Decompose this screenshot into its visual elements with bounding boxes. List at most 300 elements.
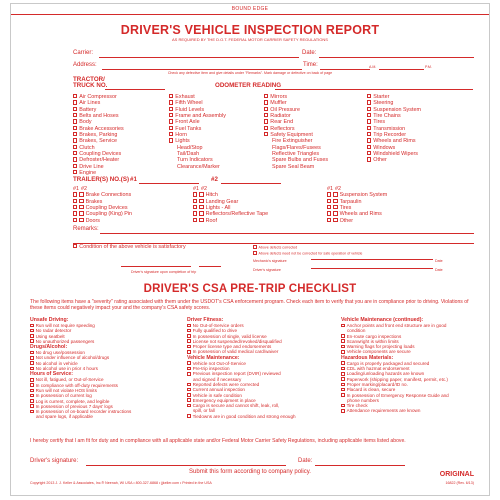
checkbox[interactable] <box>193 205 197 209</box>
item-label: Wheels and Rims <box>339 211 382 218</box>
checkbox[interactable] <box>367 132 371 136</box>
checkbox[interactable] <box>187 350 191 354</box>
checkbox[interactable] <box>30 324 34 328</box>
checkbox[interactable] <box>73 119 77 123</box>
odometer-field[interactable] <box>275 82 473 90</box>
item-label: Radiator <box>270 113 291 120</box>
item-label: In possession of valid medical card/waiver <box>192 349 279 355</box>
checklist-heading-hazardous-materials: Hazardous Materials: <box>341 354 394 361</box>
item-label: Coupling Devices <box>85 205 128 212</box>
tractor-items-column-4 <box>367 94 421 164</box>
checkbox[interactable] <box>333 205 337 209</box>
item-label: phone numbers <box>347 397 379 403</box>
item-label: Windows <box>373 144 396 151</box>
checkbox[interactable] <box>30 356 34 360</box>
item-label: Lights <box>175 138 190 145</box>
checkbox[interactable] <box>73 170 77 174</box>
checkbox[interactable] <box>341 409 345 413</box>
checkbox[interactable] <box>367 145 371 149</box>
checkbox[interactable] <box>264 107 268 111</box>
checkbox[interactable] <box>79 218 83 222</box>
item-label: In compliance with off-duty requirements <box>35 382 118 388</box>
time-field-pm[interactable] <box>379 62 424 70</box>
trailer-1-field[interactable] <box>139 176 199 184</box>
checkbox[interactable] <box>187 329 191 333</box>
checkbox[interactable] <box>73 94 77 98</box>
item-label: Vehicle components are secure <box>346 349 411 355</box>
item-label: In possession of current log <box>35 393 92 399</box>
checkbox[interactable] <box>187 324 191 328</box>
checkbox[interactable] <box>73 126 77 130</box>
item-label: Horn <box>175 132 187 139</box>
item-label: Brakes, Service <box>79 138 118 145</box>
checkbox[interactable] <box>367 157 371 161</box>
item-label: Head/Stop <box>177 144 203 151</box>
driver-signature-line-2[interactable] <box>311 268 433 269</box>
checkbox[interactable] <box>327 211 331 215</box>
item-label: and spare logs, if applicable <box>36 414 93 420</box>
checkbox[interactable] <box>367 100 371 104</box>
checkbox[interactable] <box>73 107 77 111</box>
checkbox[interactable] <box>30 410 34 414</box>
item-label: In possession of Emergency Response Guide and <box>346 392 449 398</box>
mechanic-signature-label: Mechanic's signature <box>253 259 287 263</box>
checklist-item-defroster-heater[interactable] <box>73 157 124 163</box>
item-label: Tires <box>339 205 352 212</box>
trailer-header-1: #1 <box>327 186 333 192</box>
checkbox[interactable] <box>30 339 34 343</box>
checkbox[interactable] <box>187 393 191 397</box>
checkbox[interactable] <box>264 126 268 130</box>
checklist-item-doors[interactable] <box>73 218 132 224</box>
checkbox[interactable] <box>187 388 191 392</box>
item-label: Turn Indicators <box>177 157 213 164</box>
item-label: License not suspended/revoked/disqualified <box>192 338 282 344</box>
am-label: A.M. <box>369 65 377 69</box>
checkbox[interactable] <box>367 94 371 98</box>
item-label: Fluid Levels <box>175 106 205 113</box>
checkbox[interactable] <box>367 113 371 117</box>
checkbox[interactable] <box>333 218 337 222</box>
checkbox[interactable] <box>327 218 331 222</box>
checkbox[interactable] <box>169 113 173 117</box>
checkbox[interactable] <box>264 113 268 117</box>
checklist-heading-drugs-alcohol: Drugs/Alcohol: <box>30 344 68 351</box>
item-label: Vehicle not Out-of-Service <box>192 360 246 366</box>
checkbox[interactable] <box>341 377 345 381</box>
item-label: Suspension System <box>373 106 421 113</box>
checkbox[interactable] <box>79 211 83 215</box>
time-label: Time: <box>303 62 318 68</box>
checklist-date-field[interactable] <box>315 458 405 466</box>
item-label: Proper license type and endorsements <box>192 344 272 350</box>
defects-corrected-row[interactable] <box>253 245 297 249</box>
checkbox[interactable] <box>341 361 345 365</box>
remarks-label: Remarks: <box>73 226 99 232</box>
item-label: Steering <box>373 100 394 107</box>
item-label: Fire Extinguisher <box>272 138 313 145</box>
checkbox[interactable] <box>199 199 203 203</box>
checkbox[interactable] <box>73 244 77 248</box>
driver-date-label: Date <box>435 268 443 272</box>
tractor-label: TRACTOR/ <box>73 76 105 83</box>
condition-satisfactory-checkbox-row[interactable] <box>73 244 186 250</box>
certification-text: I hereby certify that I am fit for duty and in compliance with all applicable state and/or Federal Motor Carrier Safety Regulations, including applicable items listed above. <box>30 438 406 444</box>
checklist-item-attendance-requirements-are-known[interactable] <box>341 408 486 413</box>
item-label: Attendance requirements are known <box>346 408 421 414</box>
checkbox[interactable] <box>199 192 203 196</box>
checkbox[interactable] <box>367 119 371 123</box>
checkbox[interactable] <box>73 211 77 215</box>
submit-note: Submit this form according to company policy. <box>189 469 311 475</box>
item-label: Wheels and Rims <box>373 138 416 145</box>
checklist-item-roof[interactable] <box>193 218 268 224</box>
item-label: No drug use/possession <box>35 350 85 356</box>
bound-edge-line <box>11 14 489 15</box>
checkbox[interactable] <box>333 211 337 215</box>
item-label: Fuel Tanks <box>175 125 202 132</box>
driver-date-line[interactable] <box>199 266 221 267</box>
checkbox[interactable] <box>79 205 83 209</box>
checkbox[interactable] <box>193 218 197 222</box>
checkbox[interactable] <box>169 119 173 123</box>
condition-label: Condition of the above vehicle is satisfactory <box>79 244 186 251</box>
checkbox[interactable] <box>79 192 83 196</box>
date-field[interactable] <box>319 50 474 58</box>
checklist-item-and-spare-logs-if-applicable <box>30 414 180 419</box>
item-label: Air Lines <box>79 100 101 107</box>
carrier-label: Carrier: <box>73 50 94 56</box>
item-label: Coupling Devices <box>79 151 122 158</box>
checklist-title: DRIVER'S CSA PRE-TRIP CHECKLIST <box>143 283 357 295</box>
tractor-items-column-2 <box>169 94 226 170</box>
item-label: Transmission <box>373 125 406 132</box>
item-label: Rear End <box>270 119 294 126</box>
item-label: Coupling (King) Pin <box>85 211 133 218</box>
item-label: Reported defects were corrected <box>192 381 260 387</box>
original-label: ORIGINAL <box>439 471 474 478</box>
item-label: Clutch <box>79 144 95 151</box>
checklist-item-other[interactable] <box>367 157 421 163</box>
item-label: Brakes <box>85 198 103 205</box>
checkbox[interactable] <box>367 138 371 142</box>
checkbox[interactable] <box>73 205 77 209</box>
item-label: Cargo is properly packaged and secured <box>346 360 430 366</box>
item-label: Exhaust <box>175 94 195 101</box>
item-label: Vehicle in safe condition <box>192 392 242 398</box>
checkbox[interactable] <box>187 339 191 343</box>
checkbox[interactable] <box>73 157 77 161</box>
checkbox[interactable] <box>30 361 34 365</box>
truck-no-field[interactable] <box>105 82 165 90</box>
defects-not-corrected-row[interactable] <box>253 251 362 255</box>
item-label: Tail/Dash <box>177 151 200 158</box>
item-label: Fully qualified to drive <box>192 328 238 334</box>
address-field[interactable] <box>102 62 302 70</box>
item-label: Anchor points and front end structure are in good <box>346 323 447 328</box>
checkbox[interactable] <box>341 372 345 376</box>
checkbox[interactable] <box>193 199 197 203</box>
checkbox[interactable] <box>333 192 337 196</box>
item-label: Other <box>339 217 354 224</box>
item-label: Body <box>79 119 92 126</box>
checkbox[interactable] <box>341 339 345 343</box>
checkbox[interactable] <box>199 211 203 215</box>
copyright-text: Copyright 2013 J. J. Keller & Associates, Inc.® Neenah, WI USA • 800-327-6868 • jjkeller.com • Printed in the USA <box>30 481 212 485</box>
checklist-date-label: Date: <box>298 458 313 464</box>
checkbox[interactable] <box>341 388 345 392</box>
checkbox[interactable] <box>169 138 173 142</box>
checkbox[interactable] <box>30 399 34 403</box>
mechanic-date-label: Date <box>435 259 443 263</box>
defects-not-corrected-label: Above defects need not be corrected for safe operation of vehicle <box>258 251 363 256</box>
carrier-field[interactable] <box>99 50 299 58</box>
checkbox[interactable] <box>264 94 268 98</box>
item-label: Run will not violate HOS limits <box>35 387 97 393</box>
item-label: Suspension System <box>339 192 388 199</box>
inspection-form-page <box>10 3 490 496</box>
checkbox[interactable] <box>199 218 203 222</box>
item-label: Brake Accessories <box>79 125 124 132</box>
checkbox[interactable] <box>79 199 83 203</box>
checkbox[interactable] <box>253 251 257 255</box>
checkbox[interactable] <box>187 372 191 376</box>
checkbox[interactable] <box>264 100 268 104</box>
checklist-item-wheels-and-rims[interactable] <box>367 138 421 144</box>
checklist-item-brakes-service[interactable] <box>73 138 124 144</box>
driver-signature-line[interactable] <box>121 266 191 267</box>
item-label: Air Compressor <box>79 94 117 101</box>
item-label: Paperwork (shipping paper, manifest, permit, etc.) <box>346 376 448 382</box>
item-label: Brakes, Parking <box>79 132 118 139</box>
checkbox[interactable] <box>327 199 331 203</box>
trailer-label: TRAILER(S) NO.(S) <box>73 176 130 183</box>
item-label: Spare Seal Beam <box>272 163 315 170</box>
item-label: Oil Pressure <box>270 106 300 113</box>
item-label: Warning flags for projecting loads <box>346 344 415 350</box>
item-label: Emergency equipment in place <box>192 397 256 403</box>
checkbox[interactable] <box>193 192 197 196</box>
checkbox[interactable] <box>73 145 77 149</box>
trailer-header-1: #1 <box>193 186 199 192</box>
item-label: No alcohol in vehicle <box>35 360 78 366</box>
checklist-item-clearance-marker[interactable] <box>169 164 226 170</box>
checkbox[interactable] <box>333 199 337 203</box>
checkbox[interactable] <box>264 119 268 123</box>
checkbox[interactable] <box>341 393 345 397</box>
item-label: Tarpaulin <box>339 198 362 205</box>
checkbox[interactable] <box>73 164 77 168</box>
trailer-header-1: #1 <box>73 186 79 192</box>
checkbox[interactable] <box>30 383 34 387</box>
item-label: Previous inspection report (DVIR) reviewed <box>192 371 281 377</box>
checkbox[interactable] <box>341 383 345 387</box>
item-label: Muffler <box>270 100 287 107</box>
item-label: Tire Chains <box>373 113 401 120</box>
checkbox[interactable] <box>341 324 345 328</box>
checkbox[interactable] <box>187 334 191 338</box>
item-label: Reflectors <box>270 125 295 132</box>
item-label: Roof <box>205 217 217 224</box>
form-number: 16822 (Rev. 6/13) <box>445 481 474 485</box>
checkbox[interactable] <box>187 345 191 349</box>
item-label: Mirrors <box>270 94 288 101</box>
item-label: En-route cargo inspections <box>346 333 402 339</box>
item-label: Not under influence of alcohol/drugs <box>35 355 110 361</box>
item-label: Front Axle <box>175 119 200 126</box>
item-label: Cargo is secure and cannot shift, leak, roll, <box>192 403 280 409</box>
checklist-item-other[interactable] <box>327 218 387 224</box>
checklist-intro: The following items have a "severity" rating associated with them under the USDOT's CSA enforcement program. Check each item to verify that you are in compliance prior to driving. Violations of these items could negatively impact your and the company's CSA safety scores. <box>30 299 469 312</box>
item-label: Starter <box>373 94 390 101</box>
checklist-heading-vehicle-maintenance-continued: Vehicle Maintenance (continued): <box>341 317 424 323</box>
checkbox[interactable] <box>341 367 345 371</box>
item-label: Loading/unloading hazards are known <box>346 371 425 377</box>
checkbox[interactable] <box>341 404 345 408</box>
trailer-header-2: #2 <box>201 186 207 192</box>
checkbox[interactable] <box>73 100 77 104</box>
item-label: Tires <box>373 119 386 126</box>
checkbox[interactable] <box>367 126 371 130</box>
truck-no-label: TRUCK NO. <box>73 82 108 89</box>
checkbox[interactable] <box>187 383 191 387</box>
trailer-header-2: #2 <box>335 186 341 192</box>
report-subtitle: AS REQUIRED BY THE D.O.T. FEDERAL MOTOR CARRIER SAFETY REGULATIONS <box>172 37 328 42</box>
checkbox[interactable] <box>193 211 197 215</box>
checklist-item-spare-seal-beam[interactable] <box>264 164 328 170</box>
item-label: Brake Connections <box>85 192 132 199</box>
checkbox[interactable] <box>367 107 371 111</box>
driver-signature-label: Driver's signature <box>253 268 281 272</box>
checklist-column-2 <box>187 317 337 419</box>
item-label: Trip Recorder <box>373 132 407 139</box>
checkbox[interactable] <box>30 351 34 355</box>
trailer-1-label: #1 <box>130 176 137 183</box>
checklist-heading-hours-of-service: Hours of Service: <box>30 371 73 378</box>
checkbox[interactable] <box>73 151 77 155</box>
trailer-header-2: #2 <box>81 186 87 192</box>
item-label: No radar detector <box>35 328 72 334</box>
checkbox[interactable] <box>264 132 268 136</box>
checklist-heading-unsafe-driving: Unsafe Driving: <box>30 317 69 323</box>
checklist-heading-driver-fitness: Driver Fitness: <box>187 317 224 323</box>
item-label: Using seatbelt <box>35 333 65 339</box>
trailer-items-column-3 <box>327 186 387 224</box>
checkbox[interactable] <box>327 192 331 196</box>
checkbox[interactable] <box>341 334 345 338</box>
item-label: Current annual inspection <box>192 387 245 393</box>
checkbox[interactable] <box>187 361 191 365</box>
trailer-items-column-1 <box>73 186 132 224</box>
item-label: Fifth Wheel <box>175 100 203 107</box>
checkbox[interactable] <box>187 404 191 408</box>
item-label: Clearance/Marker <box>177 163 220 170</box>
item-label: spill, or fall <box>193 408 215 414</box>
item-label: Proper marking/placard/ID no. <box>346 381 408 387</box>
date-label: Date: <box>302 50 317 56</box>
remarks-line-2[interactable] <box>73 236 474 244</box>
item-label: Pre-trip inspection <box>192 366 230 372</box>
checkbox[interactable] <box>327 205 331 209</box>
checkbox[interactable] <box>30 329 34 333</box>
item-label: Windshield Wipers <box>373 151 418 158</box>
checkbox[interactable] <box>187 398 191 402</box>
item-label: condition <box>347 328 366 334</box>
checklist-item-tiedowns-are-in-good-condition-and-strong-enough[interactable] <box>187 414 337 419</box>
item-label: Scanwright is within limits <box>346 338 399 344</box>
item-label: Doors <box>85 217 100 224</box>
item-label: Battery <box>79 106 97 113</box>
checkbox[interactable] <box>253 245 257 249</box>
item-label: No unauthorized passengers <box>35 338 95 344</box>
item-label: Hitch <box>205 192 218 199</box>
item-label: Other <box>373 157 387 164</box>
checkbox[interactable] <box>73 113 77 117</box>
checkbox[interactable] <box>73 132 77 136</box>
checkbox[interactable] <box>199 205 203 209</box>
checkbox[interactable] <box>73 138 77 142</box>
item-label: No alcohol use in prior 4 hours <box>35 366 98 372</box>
checkbox[interactable] <box>30 404 34 408</box>
checkbox[interactable] <box>169 100 173 104</box>
checklist-driver-signature-label: Driver's signature: <box>30 458 79 464</box>
bound-edge-label: BOUND EDGE <box>231 6 269 12</box>
item-label: and signed if necessary <box>193 376 242 382</box>
checkbox[interactable] <box>169 126 173 130</box>
checkbox[interactable] <box>30 378 34 382</box>
checkbox[interactable] <box>169 107 173 111</box>
checkbox[interactable] <box>341 345 345 349</box>
checkbox[interactable] <box>30 389 34 393</box>
checkbox[interactable] <box>73 218 77 222</box>
mechanic-signature-line[interactable] <box>311 259 433 260</box>
item-label: In possession of on-board recorder instructions <box>35 409 132 415</box>
checkbox[interactable] <box>30 394 34 398</box>
tractor-items-column-1 <box>73 94 124 176</box>
checklist-driver-signature-field[interactable] <box>86 458 286 466</box>
checkbox[interactable] <box>73 199 77 203</box>
checkbox[interactable] <box>30 334 34 338</box>
checkbox[interactable] <box>169 132 173 136</box>
item-label: Safety Equipment <box>270 132 313 139</box>
checklist-column-3 <box>341 317 486 414</box>
item-label: Drive Line <box>79 163 104 170</box>
item-label: Lights - All <box>205 205 231 212</box>
instructions-text: Check any defective item and give details under "Remarks". Mark damage or defective on back of page <box>167 71 333 75</box>
item-label: CDL with hazmat endorsement <box>346 366 410 372</box>
trailer-2-field[interactable] <box>221 176 281 184</box>
remarks-line-1[interactable] <box>100 226 474 234</box>
item-label: Flags/Flares/Fusees <box>272 144 321 151</box>
item-label: Belts and Hoses <box>79 113 119 120</box>
checkbox[interactable] <box>73 192 77 196</box>
item-label: Spare Bulbs and Fuses <box>272 157 329 164</box>
checklist-item-reflectors-reflective-tape[interactable] <box>193 211 268 217</box>
item-label: In possession of previous 7 days' logs <box>35 403 113 409</box>
address-label: Address: <box>73 62 97 68</box>
time-field[interactable] <box>320 62 370 70</box>
checkbox[interactable] <box>187 414 191 418</box>
checkbox[interactable] <box>367 151 371 155</box>
item-label: Tire check <box>346 403 368 409</box>
item-label: Frame and Assembly <box>175 113 226 120</box>
checkbox[interactable] <box>187 367 191 371</box>
checkbox[interactable] <box>341 350 345 354</box>
checkbox[interactable] <box>169 94 173 98</box>
checkbox[interactable] <box>30 367 34 371</box>
item-label: Tiedowns are in good condition and strong enough <box>192 413 296 419</box>
trailer-items-column-2 <box>193 186 268 224</box>
